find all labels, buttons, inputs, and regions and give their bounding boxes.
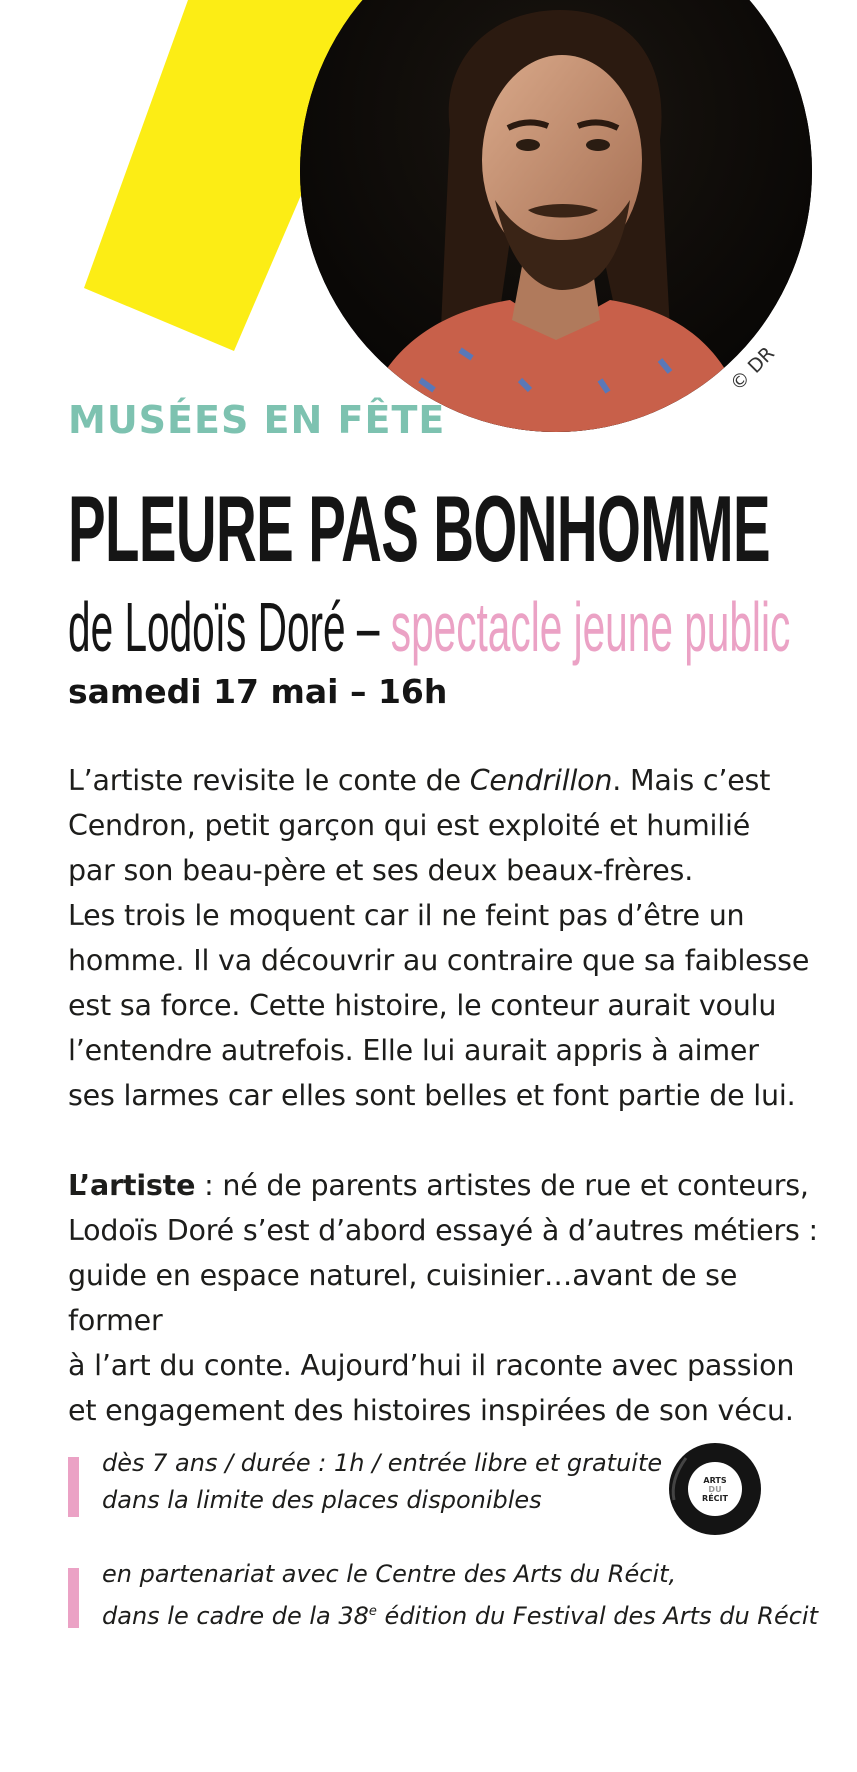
artist-line: et engagement des histoires inspirées de son vécu. <box>68 1394 794 1427</box>
description-line: homme. Il va découvrir au contraire que sa faiblesse <box>68 944 810 977</box>
artist-line: guide en espace naturel, cuisinier…avant de se former <box>68 1259 738 1337</box>
description-line: par son beau-père et ses deux beaux-frères. <box>68 854 694 887</box>
practical-line: dans la limite des places disponibles <box>102 1486 542 1514</box>
logo-text: ARTS DU RÉCIT <box>702 1476 728 1503</box>
event-title: PLEURE PAS BONHOMME <box>68 476 770 581</box>
author-name: de Lodoïs Doré <box>68 588 346 666</box>
partnership-line: dans le cadre de la 38e édition du Festival des Arts du Récit <box>102 1602 819 1630</box>
photo-credit: © DR <box>725 342 779 396</box>
subtitle-separator: – <box>356 588 380 666</box>
pink-accent-bar <box>68 1457 79 1517</box>
artist-line: L’artiste : né de parents artistes de rue et conteurs, <box>68 1169 809 1202</box>
artist-label: L’artiste <box>68 1169 196 1202</box>
event-subtitle <box>68 588 791 666</box>
audience-tag: spectacle jeune public <box>390 588 791 666</box>
description-line: Les trois le moquent car il ne feint pas d’être un <box>68 899 745 932</box>
arts-du-recit-logo <box>666 1440 764 1538</box>
partnership-info <box>68 1560 819 1642</box>
practical-line: dès 7 ans / durée : 1h / entrée libre et gratuite <box>102 1449 663 1477</box>
event-description <box>68 758 828 1433</box>
artist-line: à l’art du conte. Aujourd’hui il raconte avec passion <box>68 1349 795 1382</box>
event-date: samedi 17 mai – 16h <box>68 672 448 711</box>
pink-accent-bar <box>68 1568 79 1628</box>
description-line: ses larmes car elles sont belles et font partie de lui. <box>68 1079 796 1112</box>
partnership-line: en partenariat avec le Centre des Arts du Récit, <box>102 1560 677 1588</box>
description-line: L’artiste revisite le conte de Cendrillon. Mais c’est <box>68 764 771 797</box>
section-eyebrow: MUSÉES EN FÊTE <box>68 398 446 442</box>
book-title: Cendrillon <box>469 764 613 797</box>
practical-info <box>68 1451 768 1531</box>
description-line: est sa force. Cette histoire, le conteur aurait voulu <box>68 989 777 1022</box>
description-line: l’entendre autrefois. Elle lui aurait appris à aimer <box>68 1034 759 1067</box>
description-line: Cendron, petit garçon qui est exploité et humilié <box>68 809 751 842</box>
artist-line: Lodoïs Doré s’est d’abord essayé à d’autres métiers : <box>68 1214 818 1247</box>
